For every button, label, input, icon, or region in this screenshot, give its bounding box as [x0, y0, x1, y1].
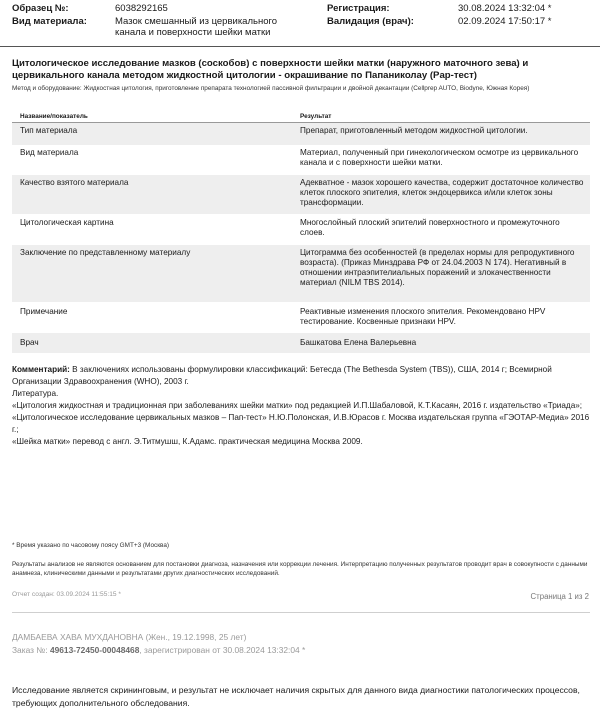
timezone-footnote: * Время указано по часовому поясу GMT+3 (Москва): [12, 542, 170, 549]
comment-block: [12, 364, 592, 448]
comment-paragraph: [12, 364, 592, 388]
sample-value: 6038292165: [115, 3, 168, 14]
screening-note: Исследование является скрининговым, и результат не исключает наличия скрытых для данного вида диагностики патологических процессов, требующих дополнительного обследования.: [12, 685, 580, 708]
table-row: [12, 123, 590, 146]
table-row: [12, 175, 590, 215]
registration-value: 30.08.2024 13:32:04 *: [458, 3, 552, 14]
literature-ref: «Цитология жидкостная и традиционная при заболеваниях шейки матки» под редакцией И.П.Шабаловой, К.Т.Касаян, 2016 г. издательство «Триада»;: [12, 401, 583, 410]
row-name: Примечание: [20, 307, 68, 316]
col-name-header: Название/показатель: [20, 113, 88, 120]
order-info: [12, 645, 305, 655]
table-row: [12, 245, 590, 303]
material-value: Мазок смешанный из цервикального канала и поверхности шейки матки: [115, 16, 278, 38]
row-result: Материал, полученный при гинекологическом осмотре из цервикального канала и с поверхности шейки матки.: [300, 148, 579, 167]
row-result: Цитограмма без особенностей (в пределах нормы для репродуктивного возраста). (Приказ Минздрава РФ от 24.04.2003 N 174). Негативный в отношении интраэпителиальных поражений и злокачественности материал (NILM TBS 2014).: [300, 248, 575, 287]
row-name: Тип материала: [20, 126, 78, 135]
material-label: Вид материала:: [12, 16, 87, 27]
comment-label: Комментарий:: [12, 365, 70, 374]
table-row: [12, 215, 590, 245]
row-result: Башкатова Елена Валерьевна: [300, 338, 417, 347]
report-title: Цитологическое исследование мазков (соскобов) с поверхности шейки матки (наружного маточного зева) и цервикального канала методом жидкостной цитологии - окрашивание по Папаниколау (Pap-тест): [12, 58, 529, 81]
method-description: Метод и оборудование: Жидкостная цитология, приготовление препарата технологией пассивной фильтрации и двойной декантации (Cellprep AUTO, Biodyne, Южная Корея): [12, 85, 530, 92]
row-result: Многослойный плоский эпителий поверхностного и промежуточного слоев.: [300, 218, 560, 237]
results-table: [12, 111, 590, 354]
table-row: [12, 146, 590, 175]
registration-label: Регистрация:: [327, 3, 390, 14]
table-row: [12, 333, 590, 354]
disclaimer: Результаты анализов не являются основанием для постановки диагноза, назначения или коррекции лечения. Интерпретацию полученных результатов проводит врач в совокупности с данными анамнеза, клиническими данными и результатами других диагностических исследований.: [12, 561, 588, 577]
row-result: Адекватное - мазок хорошего качества, содержит достаточное количество клеток плоского эпителия, клеток эндоцервикса и/или клеток зоны трансформации.: [300, 178, 584, 207]
comment-text: В заключениях использованы формулировки классификаций: Бетесда (The Bethesda System (TBS)), США, 2014 г; Всемирной Организации Здравоохранения (WHO), 2003 г.: [12, 365, 552, 386]
row-name: Врач: [20, 338, 39, 347]
row-result: Препарат, приготовленный методом жидкостной цитологии.: [300, 126, 528, 135]
table-header: [12, 111, 590, 123]
literature-ref: «Цитологическое исследование цервикальных мазков – Пап-тест» Н.Ю.Полонская, И.В.Юрасов г. Москва издательская группа «ГЭОТАР-Медиа» 2016 г.;: [12, 413, 590, 434]
validation-label: Валидация (врач):: [327, 16, 414, 27]
literature-label: Литература.: [12, 389, 59, 398]
page-number: Страница 1 из 2: [530, 592, 589, 601]
patient-info: ДАМБАЕВА ХАВА МУХДАНОВНА (Жен., 19.12.1998, 25 лет): [12, 632, 247, 642]
page-divider: [12, 612, 590, 613]
header-divider: [0, 46, 600, 47]
row-result: Реактивные изменения плоского эпителия. Рекомендовано HPV тестирование. Косвенные признаки HPV.: [300, 307, 546, 326]
row-name: Вид материала: [20, 148, 79, 157]
table-row: [12, 303, 590, 333]
col-result-header: Результат: [300, 113, 332, 120]
sample-label: Образец №:: [12, 3, 69, 14]
order-number: 49613-72450-00048468: [49, 645, 140, 655]
row-name: Качество взятого материала: [20, 178, 129, 187]
report-created: Отчет создан: 03.09.2024 11:55:15 *: [12, 591, 121, 598]
validation-value: 02.09.2024 17:50:17 *: [458, 16, 552, 27]
literature-ref: «Шейка матки» перевод с англ. Э.Титмушш, К.Адамс. практическая медицина Москва 2009.: [12, 437, 363, 446]
row-name: Заключение по представленному материалу: [20, 248, 191, 257]
order-prefix: Заказ №:: [12, 645, 50, 655]
row-name: Цитологическая картина: [20, 218, 114, 227]
order-suffix: , зарегистрирован от 30.08.2024 13:32:04 *: [139, 645, 306, 655]
